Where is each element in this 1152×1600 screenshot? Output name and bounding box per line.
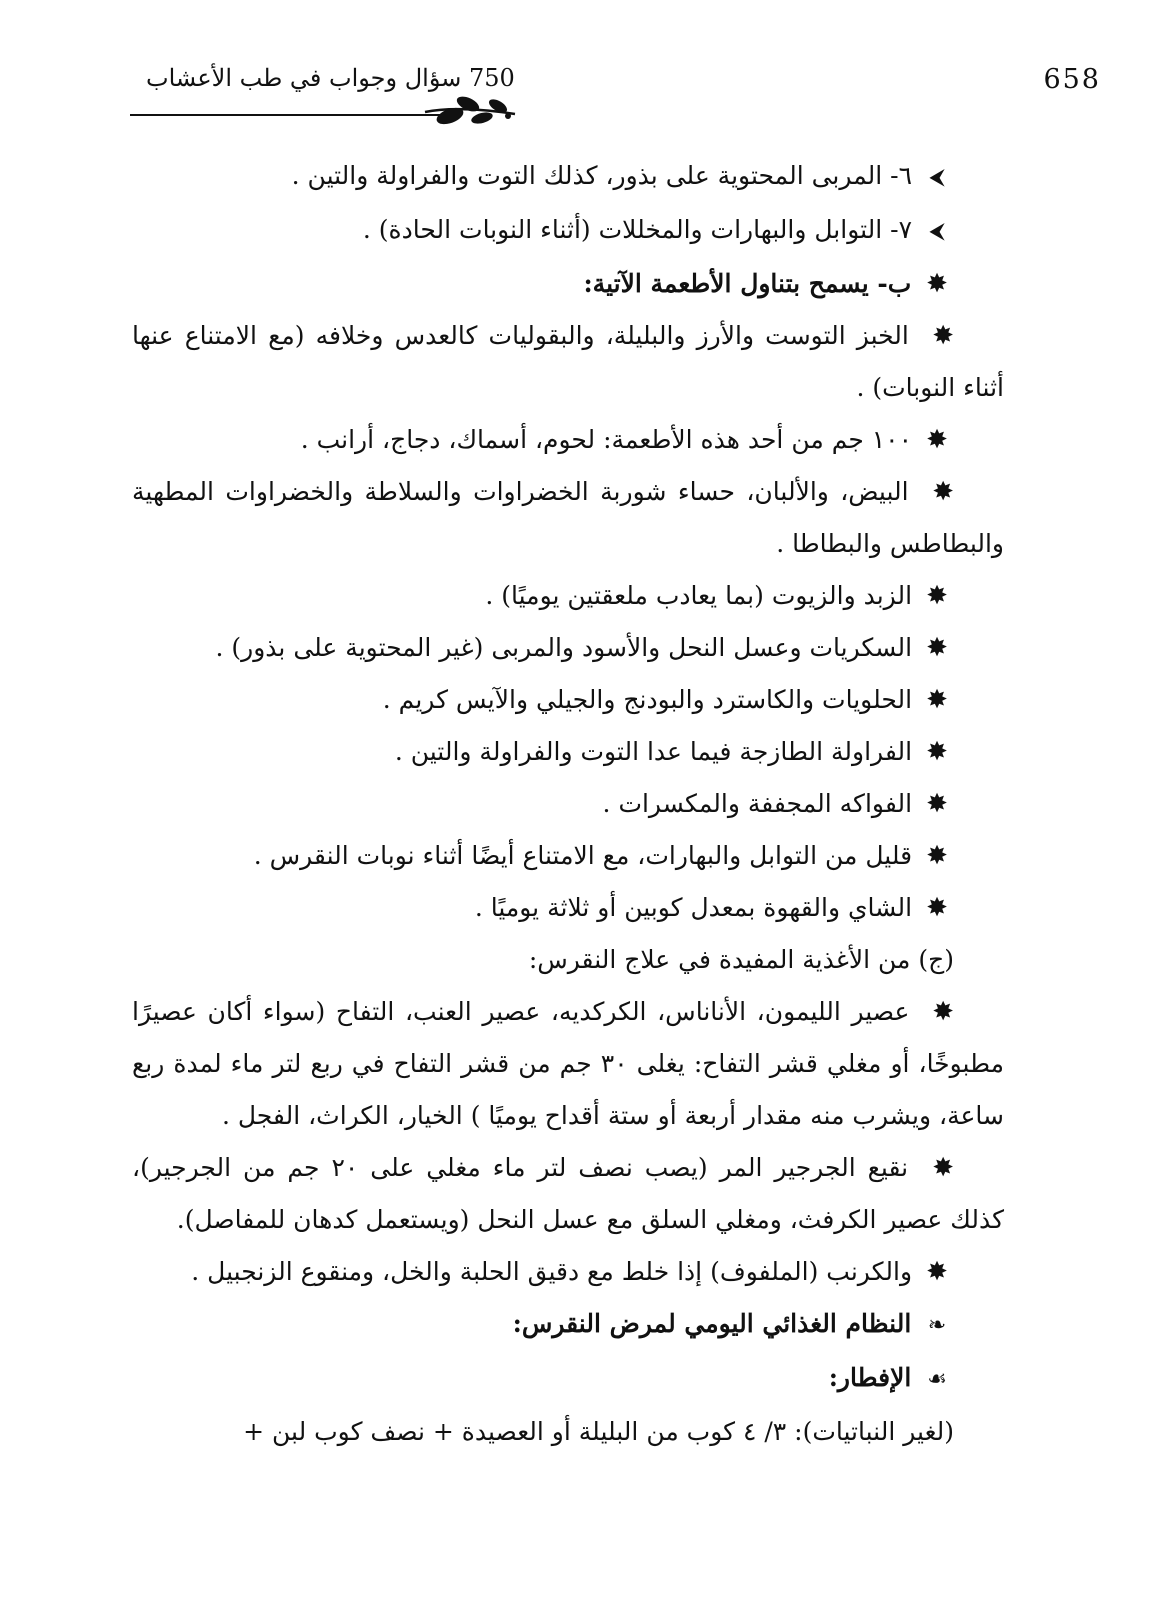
- list-item: [132, 778, 1004, 830]
- list-item-text: عصير الليمون، الأناناس، الكركديه، عصير العنب، التفاح (سواء أكان عصيرًا مطبوخًا، أو مغلي قشر التفاح: يغلى ٣٠ جم من قشر التفاح في ربع لتر ماء لمدة ربع ساعة، ويشرب منه مقدار أربعة أو ستة أقداح يوميًا ) الخيار، الكراث، الفجل .: [132, 997, 1004, 1130]
- list-item: [132, 882, 1004, 934]
- list-item-text: الفراولة الطازجة فيما عدا التوت والفراولة والتين .: [394, 737, 913, 766]
- star-bullet-icon: ✸: [926, 685, 948, 715]
- page-number: 658: [1043, 64, 1101, 95]
- list-item-text: ٦- المربى المحتوية على بذور، كذلك التوت والفراولة والتين .: [291, 161, 913, 190]
- arrow-bullet-icon: ⮜: [929, 219, 945, 244]
- star-bullet-icon: ✸: [932, 321, 954, 351]
- arrow-bullet-icon: ⮜: [929, 165, 945, 190]
- star-bullet-icon: ✸: [926, 737, 948, 767]
- star-bullet-icon: ✸: [932, 1153, 954, 1183]
- list-item-text: ١٠٠ جم من أحد هذه الأطعمة: لحوم، أسماك، دجاج، أرانب .: [300, 425, 913, 454]
- list-item-text: نقيع الجرجير المر (يصب نصف لتر ماء مغلي على ٢٠ جم من الجرجير)، كذلك عصير الكرفث، ومغلي السلق مع عسل النحل (ويستعمل كدهان للمفاصل).: [132, 1153, 1004, 1234]
- list-item: [132, 466, 1004, 570]
- section-heading: [132, 258, 1004, 310]
- star-bullet-icon: ✸: [926, 425, 948, 455]
- list-item-text: والكرنب (الملفوف) إذا خلط مع دقيق الحلبة والخل، ومنقوع الزنجبيل .: [191, 1257, 913, 1286]
- header-rule: [130, 114, 448, 116]
- book-title: 750 سؤال وجواب في طب الأعشاب: [146, 64, 515, 92]
- list-item: [132, 1142, 1004, 1246]
- section-heading-text: ب- يسمح بتناول الأطعمة الآتية:: [583, 269, 912, 298]
- section-heading: [132, 1298, 1004, 1352]
- list-item-text: قليل من التوابل والبهارات، مع الامتناع أيضًا أثناء نوبات النقرس .: [253, 841, 913, 870]
- star-bullet-icon: ✸: [932, 477, 954, 507]
- list-item: [132, 986, 1004, 1142]
- list-item-text: ٧- التوابل والبهارات والمخللات (أثناء النوبات الحادة) .: [362, 215, 913, 244]
- list-item: [132, 622, 1004, 674]
- star-bullet-icon: ✸: [926, 1257, 948, 1287]
- section-heading-text: (ج) من الأغذية المفيدة في علاج النقرس:: [528, 945, 954, 974]
- floral-heart-icon: ❧: [927, 1313, 947, 1338]
- page-body: [132, 150, 1004, 1458]
- section-heading: [132, 1352, 1004, 1406]
- list-item-text: السكريات وعسل النحل والأسود والمربى (غير المحتوية على بذور) .: [215, 633, 913, 662]
- list-item: [132, 310, 1004, 414]
- section-heading-text: الإفطار:: [828, 1363, 912, 1392]
- star-bullet-icon: ✸: [926, 269, 948, 299]
- leaf-ornament-icon: [420, 90, 520, 130]
- list-item: [132, 414, 1004, 466]
- list-item: [132, 570, 1004, 622]
- star-bullet-icon: ✸: [926, 893, 948, 923]
- star-bullet-icon: ✸: [926, 581, 948, 611]
- list-item: [132, 150, 1004, 204]
- section-heading: [132, 934, 1004, 986]
- list-item-text: البيض، والألبان، حساء شوربة الخضراوات والسلاطة والخضراوات المطهية والبطاطس والبطاطا .: [132, 477, 1004, 558]
- list-item: [132, 1246, 1004, 1298]
- list-item: [132, 674, 1004, 726]
- star-bullet-icon: ✸: [926, 789, 948, 819]
- page-header: [130, 58, 1101, 128]
- star-bullet-icon: ✸: [932, 997, 954, 1027]
- star-bullet-icon: ✸: [926, 841, 948, 871]
- list-item-text: الزبد والزيوت (بما يعادب ملعقتين يوميًا) .: [485, 581, 913, 610]
- section-heading-text: النظام الغذائي اليومي لمرض النقرس:: [512, 1309, 912, 1338]
- list-item: [132, 830, 1004, 882]
- floral-leaf-icon: ☙: [927, 1367, 947, 1392]
- star-bullet-icon: ✸: [926, 633, 948, 663]
- list-item: [132, 1406, 1004, 1458]
- list-item-text: الشاي والقهوة بمعدل كوبين أو ثلاثة يوميًا .: [474, 893, 913, 922]
- list-item-text: الخبز التوست والأرز والبليلة، والبقوليات كالعدس وخلافه (مع الامتناع عنها أثناء النوبات) .: [132, 321, 1004, 402]
- list-item-text: الحلويات والكاسترد والبودنج والجيلي والآيس كريم .: [382, 685, 913, 714]
- list-item-text: (لغير النباتيات): ٣/ ٤ كوب من البليلة أو العصيدة + نصف كوب لبن +: [243, 1417, 954, 1446]
- list-item: [132, 726, 1004, 778]
- list-item-text: الفواكه المجففة والمكسرات .: [602, 789, 913, 818]
- list-item: [132, 204, 1004, 258]
